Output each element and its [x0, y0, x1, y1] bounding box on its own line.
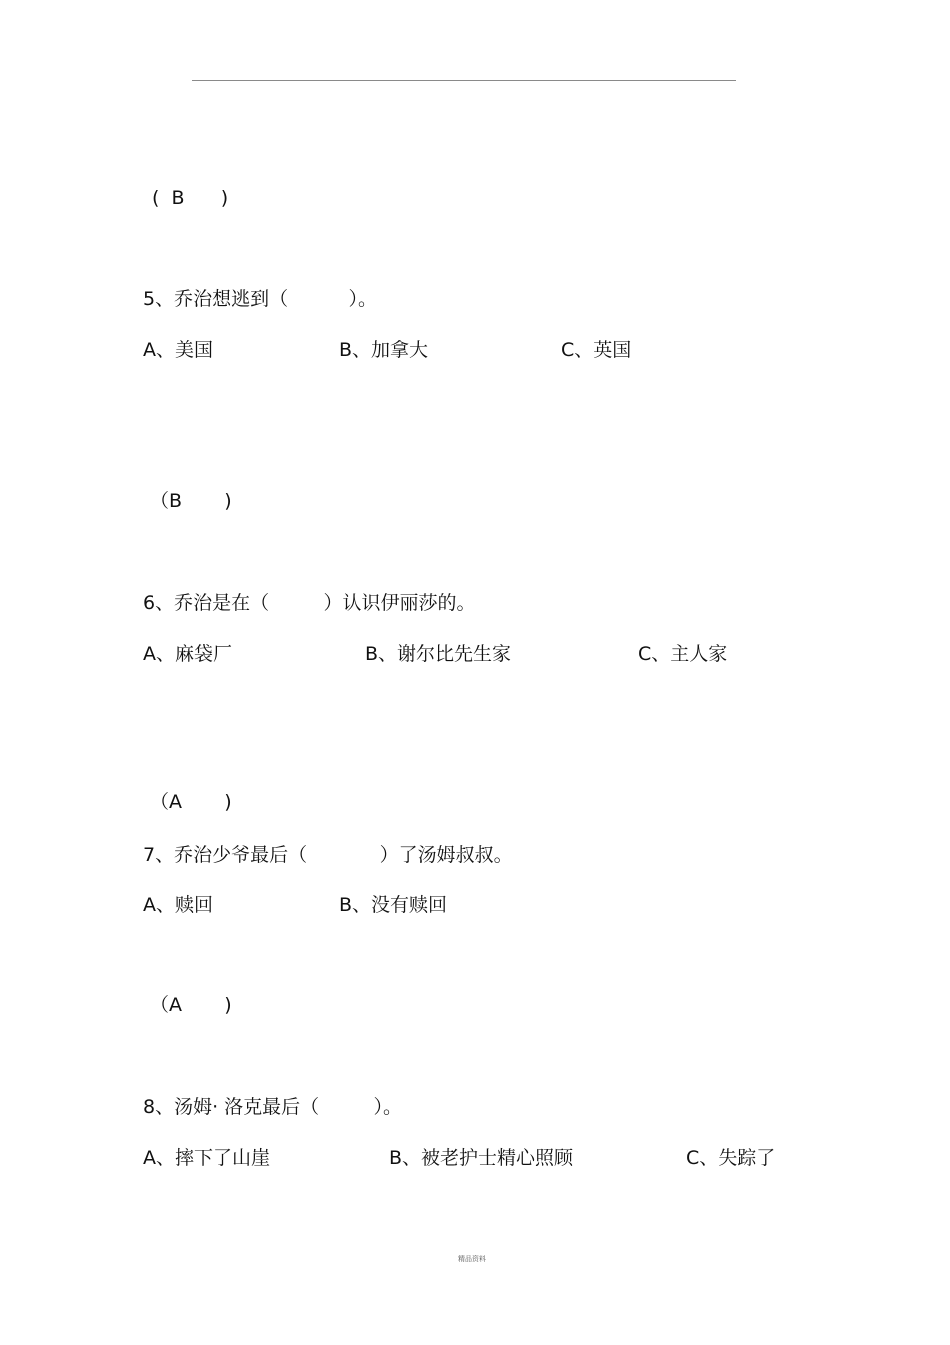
question-5-option-b: B、加拿大	[339, 339, 429, 361]
answer-q5: （B )	[150, 490, 232, 512]
header-rule	[192, 80, 736, 81]
question-6-stem: 6、乔治是在（ ）认识伊丽莎的。	[143, 592, 476, 614]
question-8-stem: 8、汤姆· 洛克最后（ ）。	[143, 1096, 403, 1118]
question-6-option-a: A、麻袋厂	[143, 643, 232, 665]
answer-q6: （A )	[150, 791, 232, 813]
question-7-option-b: B、没有赎回	[339, 894, 448, 916]
answer-q7: （A )	[150, 994, 232, 1016]
question-7-stem: 7、乔治少爷最后（ ）了汤姆叔叔。	[143, 844, 513, 866]
question-6-option-c: C、主人家	[638, 643, 728, 665]
question-7-option-a: A、赎回	[143, 894, 213, 916]
question-5-stem: 5、乔治想逃到（ ）。	[143, 288, 377, 310]
question-5-option-c: C、英国	[561, 339, 632, 361]
question-8-option-a: A、摔下了山崖	[143, 1147, 270, 1169]
answer-q4: ( B )	[152, 187, 229, 209]
question-5-option-a: A、美国	[143, 339, 213, 361]
question-8-option-c: C、失踪了	[686, 1147, 776, 1169]
question-6-option-b: B、谢尔比先生家	[365, 643, 512, 665]
question-8-option-b: B、被老护士精心照顾	[389, 1147, 574, 1169]
footer-label: 精品资料	[458, 1255, 486, 1263]
